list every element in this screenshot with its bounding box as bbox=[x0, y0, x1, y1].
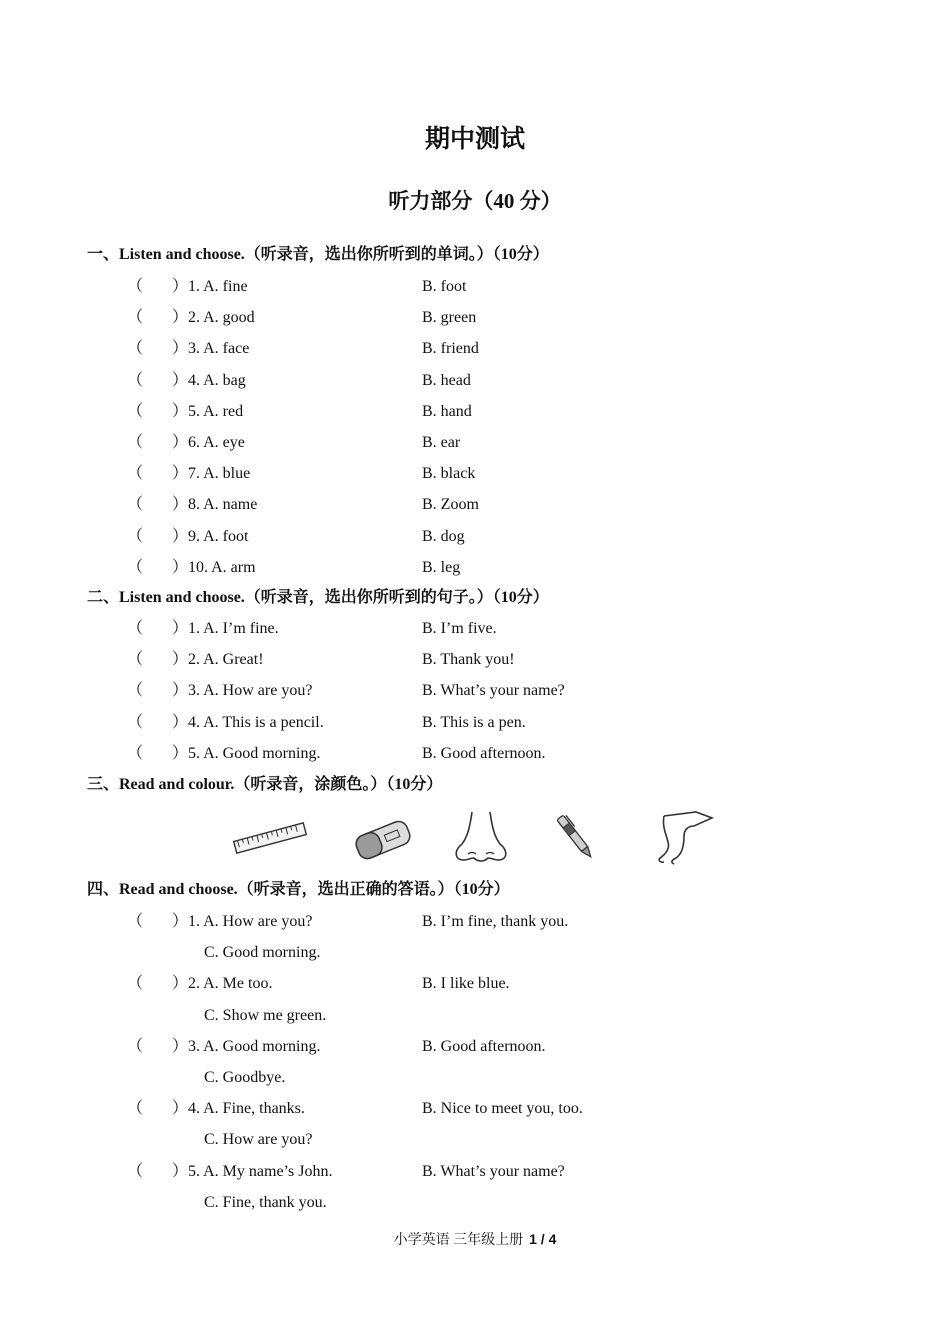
answer-blank-open[interactable]: （ bbox=[127, 1037, 144, 1055]
question-row bbox=[0, 1004, 950, 1028]
footer-text: 小学英语 三年级上册 bbox=[393, 1233, 524, 1248]
question-row bbox=[0, 337, 950, 361]
pen-icon bbox=[546, 808, 606, 868]
option-a: 1. A. How are you? bbox=[188, 913, 313, 930]
option-b: B. foot bbox=[422, 278, 467, 295]
answer-blank-open[interactable]: （ bbox=[127, 278, 144, 295]
picture-row bbox=[220, 808, 730, 868]
option-b: B. ear bbox=[422, 434, 461, 451]
option-b: B. head bbox=[422, 371, 471, 389]
answer-blank-close: ） bbox=[172, 340, 189, 358]
answer-blank-open[interactable]: （ bbox=[127, 1100, 144, 1118]
answer-blank-open[interactable]: （ bbox=[127, 620, 144, 637]
question-row bbox=[0, 648, 950, 672]
answer-blank-open[interactable]: （ bbox=[127, 1162, 144, 1180]
question-row bbox=[0, 711, 950, 735]
section-heading-2: 二、Listen and choose.（听录音，选出你所听到的句子。）（10分） bbox=[87, 589, 549, 606]
option-a: 4. A. bag bbox=[188, 371, 246, 389]
page-number: 1 / 4 bbox=[529, 1231, 557, 1247]
option-a: 5. A. Good morning. bbox=[188, 744, 321, 762]
answer-blank-close: ） bbox=[172, 1100, 189, 1118]
option-b: B. green bbox=[422, 309, 477, 327]
option-a: 1. A. fine bbox=[188, 278, 248, 295]
option-b: B. Thank you! bbox=[422, 651, 515, 669]
option-a: 2. A. Great! bbox=[188, 651, 264, 669]
answer-blank-close: ） bbox=[172, 309, 189, 327]
leg-icon bbox=[650, 808, 720, 868]
option-a: 6. A. eye bbox=[188, 434, 245, 451]
option-c: C. Goodbye. bbox=[204, 1069, 286, 1086]
option-a: 7. A. blue bbox=[188, 465, 251, 483]
question-row bbox=[0, 462, 950, 486]
option-a: 5. A. red bbox=[188, 402, 244, 420]
answer-blank-close: ） bbox=[172, 744, 189, 762]
option-b: B. What’s your name? bbox=[422, 1162, 565, 1180]
question-row bbox=[0, 1097, 950, 1121]
answer-blank-close: ） bbox=[172, 913, 189, 930]
answer-blank-close: ） bbox=[172, 434, 189, 451]
option-b: B. Good afternoon. bbox=[422, 744, 546, 762]
answer-blank-open[interactable]: （ bbox=[127, 465, 144, 483]
answer-blank-open[interactable]: （ bbox=[127, 558, 144, 576]
question-row bbox=[0, 275, 950, 299]
question-row bbox=[0, 493, 950, 517]
question-row bbox=[0, 1191, 950, 1215]
answer-blank-close: ） bbox=[172, 527, 189, 545]
option-b: B. dog bbox=[422, 527, 465, 545]
option-b: B. I’m five. bbox=[422, 620, 497, 637]
answer-blank-close: ） bbox=[172, 682, 189, 700]
option-c: C. Show me green. bbox=[204, 1006, 327, 1024]
question-row bbox=[0, 617, 950, 641]
nose-icon bbox=[448, 808, 514, 868]
answer-blank-open[interactable]: （ bbox=[127, 975, 144, 993]
option-a: 4. A. Fine, thanks. bbox=[188, 1100, 305, 1118]
option-a: 3. A. How are you? bbox=[188, 682, 313, 700]
answer-blank-open[interactable]: （ bbox=[127, 913, 144, 930]
option-a: 2. A. good bbox=[188, 309, 255, 327]
option-a: 2. A. Me too. bbox=[188, 975, 273, 993]
question-row bbox=[0, 742, 950, 766]
question-row bbox=[0, 1128, 950, 1152]
question-row bbox=[0, 910, 950, 934]
question-row bbox=[0, 941, 950, 965]
page-footer bbox=[0, 1228, 950, 1252]
answer-blank-open[interactable]: （ bbox=[127, 744, 144, 762]
page-subtitle: 听力部分（40 分） bbox=[388, 189, 562, 213]
ruler-icon bbox=[228, 808, 312, 868]
answer-blank-close: ） bbox=[172, 371, 189, 389]
option-b: B. black bbox=[422, 465, 476, 483]
option-a: 5. A. My name’s John. bbox=[188, 1162, 333, 1180]
answer-blank-open[interactable]: （ bbox=[127, 682, 144, 700]
answer-blank-close: ） bbox=[172, 278, 189, 295]
page-title: 期中测试 bbox=[424, 126, 525, 153]
question-row bbox=[0, 556, 950, 580]
section-heading-4: 四、Read and choose.（听录音，选出正确的答语。）（10分） bbox=[87, 881, 510, 898]
question-row bbox=[0, 1160, 950, 1184]
option-c: C. Fine, thank you. bbox=[204, 1193, 327, 1211]
answer-blank-open[interactable]: （ bbox=[127, 713, 144, 731]
option-c: C. How are you? bbox=[204, 1131, 313, 1149]
answer-blank-close: ） bbox=[172, 558, 189, 576]
option-a: 3. A. Good morning. bbox=[188, 1037, 321, 1055]
option-b: B. Zoom bbox=[422, 496, 479, 514]
option-b: B. friend bbox=[422, 340, 479, 358]
question-row bbox=[0, 1035, 950, 1059]
answer-blank-open[interactable]: （ bbox=[127, 527, 144, 545]
option-b: B. This is a pen. bbox=[422, 713, 526, 731]
answer-blank-close: ） bbox=[172, 496, 189, 514]
answer-blank-open[interactable]: （ bbox=[127, 651, 144, 669]
answer-blank-open[interactable]: （ bbox=[127, 371, 144, 389]
answer-blank-open[interactable]: （ bbox=[127, 434, 144, 451]
answer-blank-close: ） bbox=[172, 465, 189, 483]
question-row bbox=[0, 306, 950, 330]
option-a: 9. A. foot bbox=[188, 527, 249, 545]
answer-blank-close: ） bbox=[172, 620, 189, 637]
answer-blank-close: ） bbox=[172, 1037, 189, 1055]
option-b: B. I like blue. bbox=[422, 975, 510, 993]
option-b: B. hand bbox=[422, 402, 472, 420]
question-row bbox=[0, 369, 950, 393]
answer-blank-open[interactable]: （ bbox=[127, 340, 144, 358]
option-b: B. Good afternoon. bbox=[422, 1037, 546, 1055]
question-row bbox=[0, 431, 950, 455]
option-b: B. I’m fine, thank you. bbox=[422, 913, 569, 930]
question-row bbox=[0, 972, 950, 996]
question-row bbox=[0, 1066, 950, 1090]
section-heading-1: 一、Listen and choose.（听录音，选出你所听到的单词。）（10分） bbox=[87, 246, 549, 263]
option-a: 3. A. face bbox=[188, 340, 250, 358]
answer-blank-open[interactable]: （ bbox=[127, 309, 144, 327]
option-a: 8. A. name bbox=[188, 496, 258, 514]
option-b: B. Nice to meet you, too. bbox=[422, 1100, 583, 1118]
section-heading-3: 三、Read and colour.（听录音，涂颜色。）（10分） bbox=[87, 776, 443, 793]
option-b: B. leg bbox=[422, 558, 461, 576]
answer-blank-close: ） bbox=[172, 1162, 189, 1180]
answer-blank-close: ） bbox=[172, 402, 189, 420]
question-row bbox=[0, 525, 950, 549]
answer-blank-open[interactable]: （ bbox=[127, 402, 144, 420]
option-a: 10. A. arm bbox=[188, 558, 256, 576]
option-a: 4. A. This is a pencil. bbox=[188, 713, 324, 731]
option-c: C. Good morning. bbox=[204, 944, 321, 962]
option-b: B. What’s your name? bbox=[422, 682, 565, 700]
eraser-icon bbox=[348, 808, 418, 868]
answer-blank-close: ） bbox=[172, 651, 189, 669]
question-row bbox=[0, 400, 950, 424]
option-a: 1. A. I’m fine. bbox=[188, 620, 279, 637]
question-row bbox=[0, 679, 950, 703]
answer-blank-close: ） bbox=[172, 713, 189, 731]
answer-blank-close: ） bbox=[172, 975, 189, 993]
answer-blank-open[interactable]: （ bbox=[127, 496, 144, 514]
